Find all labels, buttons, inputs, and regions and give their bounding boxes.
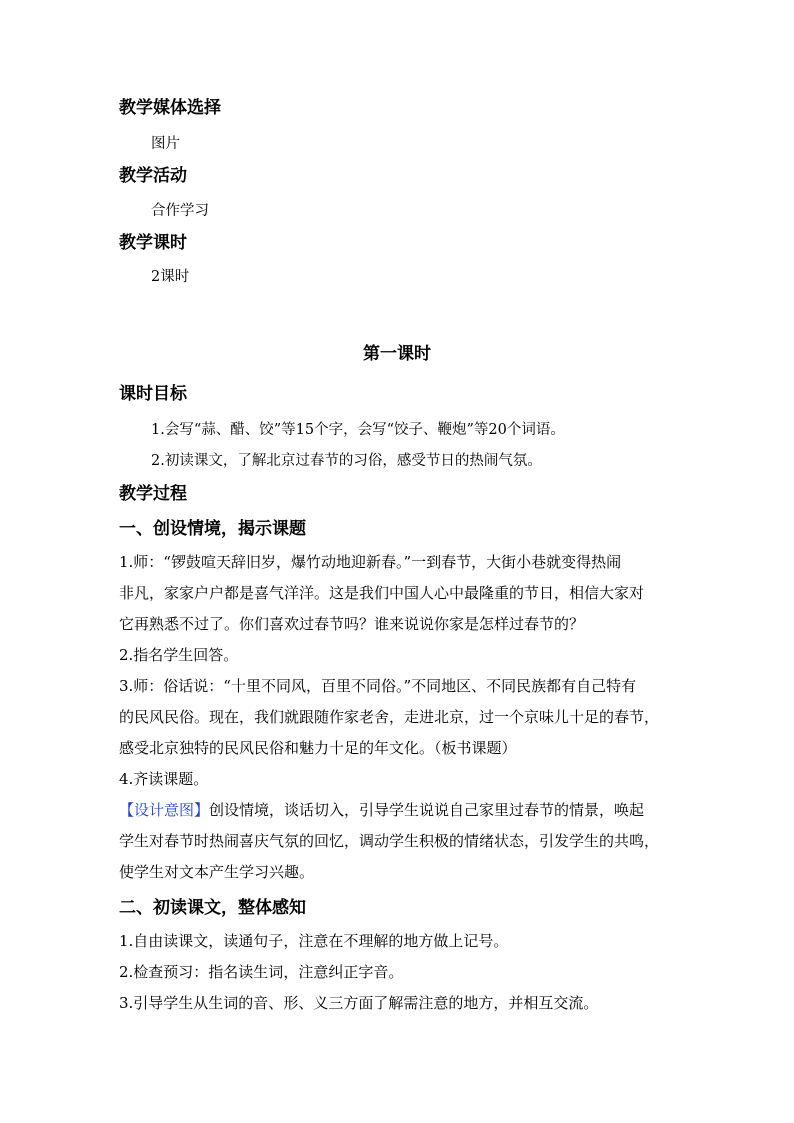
part2-heading: 二、初读课文，整体感知 <box>119 898 306 918</box>
part1-line: 非凡，家家户户都是喜气洋洋。这是我们中国人心中最隆重的节日，相信大家对 <box>119 584 645 602</box>
part1-line: 3.师：俗话说：“十里不同风，百里不同俗。”不同地区、不同民族都有自己特有 <box>119 677 637 695</box>
part1-line: 4.齐读课题。 <box>119 770 209 788</box>
media-value: 图片 <box>151 136 180 152</box>
design-intent-line: 使学生对文本产生学习兴趣。 <box>119 863 315 881</box>
part1-heading: 一、创设情境，揭示课题 <box>119 519 306 539</box>
media-heading: 教学媒体选择 <box>119 98 221 118</box>
goal-heading: 课时目标 <box>119 384 187 404</box>
activity-heading: 教学活动 <box>119 166 187 186</box>
part1-line: 1.师：“锣鼓喧天辞旧岁，爆竹动地迎新春。”一到春节，大街小巷就变得热闹 <box>119 553 622 571</box>
goal-line: 2.初读课文，了解北京过春节的习俗，感受节日的热闹气氛。 <box>151 453 542 469</box>
part2-line: 3.引导学生从生词的音、形、义三方面了解需注意的地方，并相互交流。 <box>119 994 599 1012</box>
activity-value: 合作学习 <box>151 203 209 219</box>
hours-value: 2课时 <box>151 269 190 285</box>
part2-line: 2.检查预习：指名读生词，注意纠正字音。 <box>119 963 404 981</box>
process-heading: 教学过程 <box>119 484 187 504</box>
part1-line: 的民风民俗。现在，我们就跟随作家老舍，走进北京，过一个京味儿十足的春节， <box>119 708 660 726</box>
design-intent-label: 【设计意图】 <box>119 801 210 819</box>
design-intent-line: 学生对春节时热闹喜庆气氛的回忆，调动学生积极的情绪状态，引发学生的共鸣， <box>119 832 660 850</box>
part1-line: 感受北京独特的民风民俗和魅力十足的年文化。（板书课题） <box>119 739 517 757</box>
design-intent-text: 创设情境，谈话切入，引导学生说说自己家里过春节的情景，唤起 <box>209 801 645 819</box>
hours-heading: 教学课时 <box>119 233 187 253</box>
part2-line: 1.自由读课文，读通句子，注意在不理解的地方做上记号。 <box>119 932 509 950</box>
design-intent-line <box>119 795 675 826</box>
part1-line: 它再熟悉不过了。你们喜欢过春节吗？谁来说说你家是怎样过春节的？ <box>119 615 585 633</box>
part1-line: 2.指名学生回答。 <box>119 646 239 664</box>
goal-line: 1.会写“蒜、醋、饺”等15个字，会写“饺子、鞭炮”等20个词语。 <box>151 422 565 438</box>
lesson-title: 第一课时 <box>363 344 431 364</box>
